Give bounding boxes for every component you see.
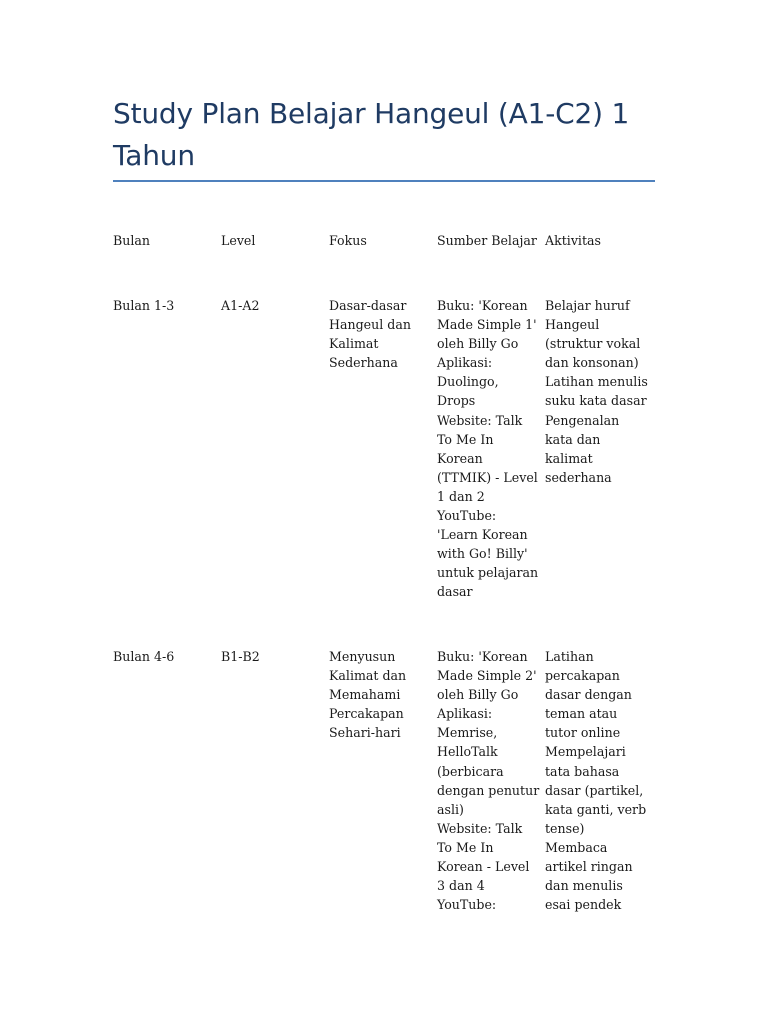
cell-sumber-belajar: Buku: 'Korean Made Simple 1' oleh Billy Go Aplikasi: Duolingo, Drops Website: Talk To Me In Korean (TTMIK) - Level 1 dan 2 YouTube: 'Learn Korean with Go! Billy' untuk pelajaran dasar <box>437 298 539 600</box>
cell-bulan: Bulan 1-3 <box>113 298 175 313</box>
cell-fokus: Dasar-dasar Hangeul dan Kalimat Sederhana <box>329 298 411 371</box>
table-header-row <box>113 231 658 296</box>
cell-aktivitas: Latihan percakapan dasar dengan teman atau tutor online Mempelajari tata bahasa dasar (partikel, kata ganti, verb tense) Membaca artikel ringan dan menulis esai pendek <box>545 649 647 913</box>
header-bulan: Bulan <box>113 233 151 248</box>
study-plan-table <box>113 231 658 947</box>
cell-aktivitas: Belajar huruf Hangeul (struktur vokal dan konsonan) Latihan menulis suku kata dasar Pengenalan kata dan kalimat sederhana <box>545 298 648 485</box>
header-aktivitas: Aktivitas <box>545 233 601 248</box>
table-row <box>113 296 658 647</box>
cell-fokus: Menyusun Kalimat dan Memahami Percakapan Sehari-hari <box>329 649 407 741</box>
header-sumber-belajar: Sumber Belajar <box>437 233 537 248</box>
cell-level: B1-B2 <box>221 649 260 664</box>
cell-level: A1-A2 <box>221 298 260 313</box>
cell-sumber-belajar: Buku: 'Korean Made Simple 2' oleh Billy Go Aplikasi: Memrise, HelloTalk (berbicara dengan penutur asli) Website: Talk To Me In Korean - Level 3 dan 4 YouTube: <box>437 649 540 913</box>
table-row <box>113 647 658 947</box>
title-underline <box>113 180 655 182</box>
header-level: Level <box>221 233 256 248</box>
document-title: Study Plan Belajar Hangeul (A1-C2) 1 Tahun <box>113 97 630 172</box>
header-fokus: Fokus <box>329 233 367 248</box>
cell-bulan: Bulan 4-6 <box>113 649 175 664</box>
